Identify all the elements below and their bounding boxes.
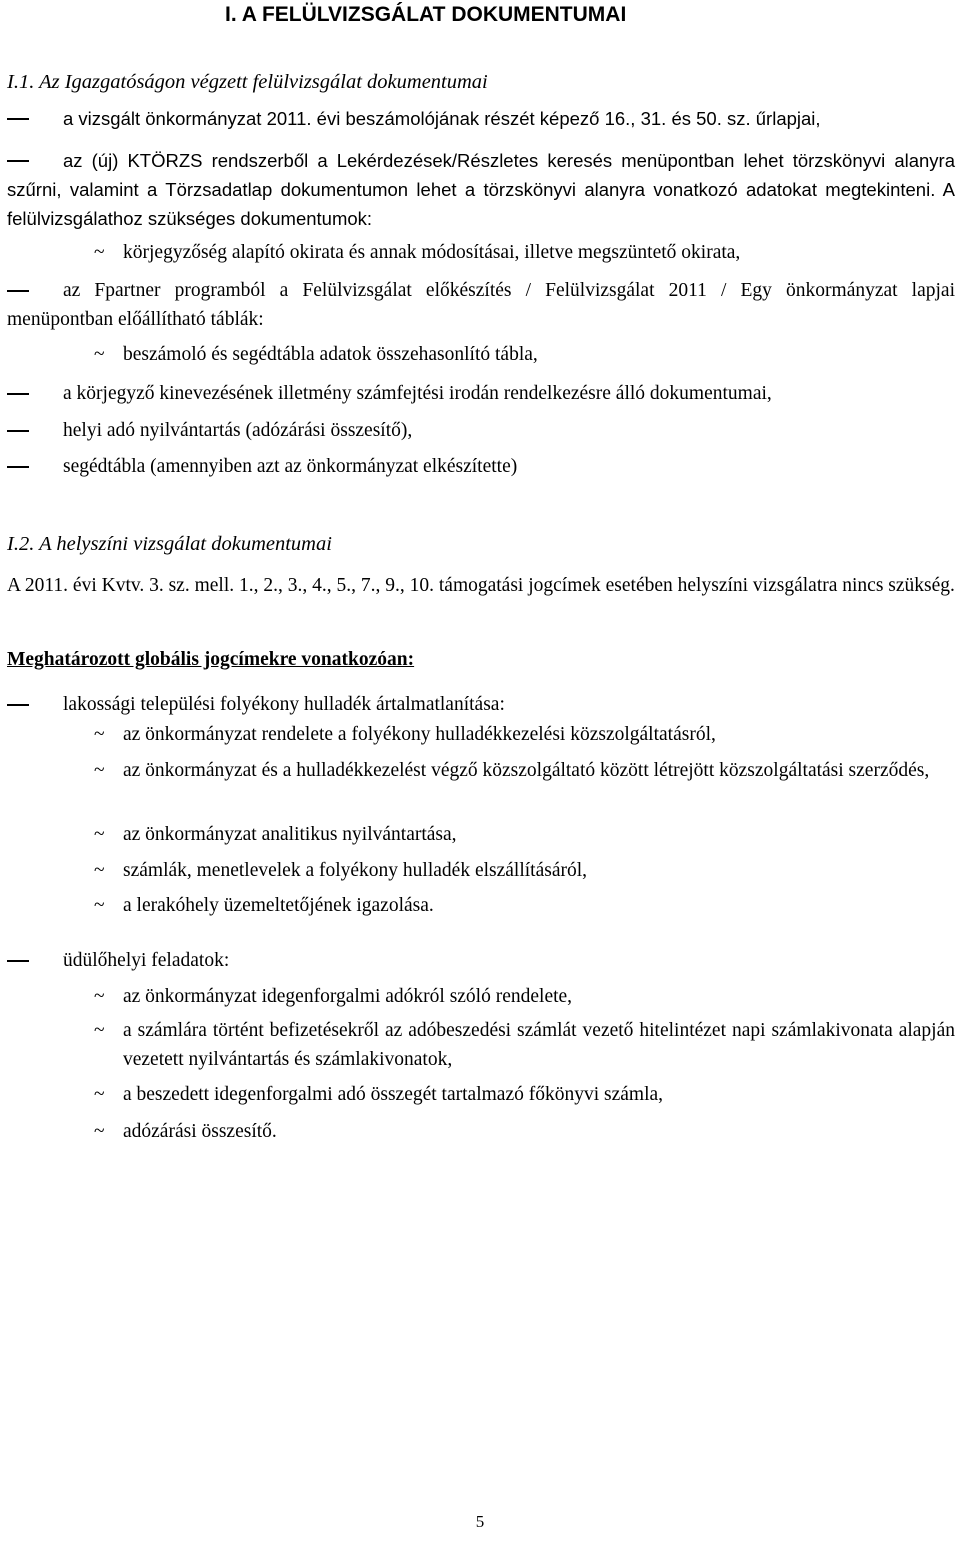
list-item <box>7 238 955 267</box>
list-item-text: beszámoló és segédtábla adatok összehasonlító tábla, <box>123 344 538 365</box>
list-item <box>7 416 955 445</box>
list-item <box>7 146 955 234</box>
list-item <box>7 1080 955 1109</box>
dash-bullet-icon <box>7 690 31 706</box>
list-item-text: üdülőhelyi feladatok: <box>63 950 230 971</box>
list-item <box>7 820 955 849</box>
list-item <box>7 452 955 481</box>
list-item-text: körjegyzőség alapító okirata és annak módosításai, illetve megszüntető okirata, <box>123 242 741 263</box>
tilde-bullet-icon: ~ <box>94 344 105 365</box>
list-item-text: számlák, menetlevelek a folyékony hulladék elszállításáról, <box>123 860 588 881</box>
section-1-heading: I.1. Az Igazgatóságon végzett felülvizsgálat dokumentumai <box>7 71 488 93</box>
tilde-bullet-icon: ~ <box>94 242 105 263</box>
list-item-text: a lerakóhely üzemeltetőjének igazolása. <box>123 895 434 916</box>
list-item <box>7 891 955 920</box>
dash-bullet-icon <box>7 104 31 120</box>
list-item <box>7 104 955 133</box>
dash-bullet-icon <box>7 416 31 432</box>
list-item <box>7 276 955 334</box>
list-item <box>7 379 955 408</box>
list-item-text: lakossági települési folyékony hulladék ártalmatlanítása: <box>63 694 505 715</box>
list-item <box>7 690 955 719</box>
document-title: I. A FELÜLVIZSGÁLAT DOKUMENTUMAI <box>225 3 627 26</box>
list-item <box>7 856 955 885</box>
dash-bullet-icon <box>7 452 31 468</box>
list-item-text: az önkormányzat idegenforgalmi adókról szóló rendelete, <box>123 986 573 1007</box>
list-item-text: az önkormányzat analitikus nyilvántartása, <box>123 824 457 845</box>
list-item <box>7 720 955 749</box>
list-item-text: az (új) KTÖRZS rendszerből a Lekérdezések/Részletes keresés menüpontban lehet törzskönyvi alanyra szűrni, valamint a Törzsadatlap dokumentumon lehet a törzskönyvi alanyra vonatkozó adatokat megtekinteni. A felülvizsgálathoz szükséges dokumentumok: <box>7 150 955 229</box>
list-item <box>7 982 955 1011</box>
tilde-bullet-icon: ~ <box>94 860 105 881</box>
tilde-bullet-icon: ~ <box>94 824 105 845</box>
bold-heading: Meghatározott globális jogcímekre vonatkozóan: <box>7 649 415 670</box>
list-item-text: a körjegyző kinevezésének illetmény számfejtési irodán rendelkezésre álló dokumentumai, <box>63 383 772 404</box>
tilde-bullet-icon: ~ <box>94 724 105 745</box>
list-item-text: a számlára történt befizetésekről az adóbeszedési számlát vezető hitelintézet napi számlakivonata alapján vezetett nyilvántartás és számlakivonatok, <box>123 1020 955 1070</box>
list-item-text: az Fpartner programból a Felülvizsgálat előkészítés / Felülvizsgálat 2011 / Egy önkormányzat lapjai menüpontban előállítható táblák: <box>7 280 955 330</box>
list-item <box>7 756 955 814</box>
list-item <box>7 1016 955 1074</box>
section-2-intro: A 2011. évi Kvtv. 3. sz. mell. 1., 2., 3., 4., 5., 7., 9., 10. támogatási jogcímek esetében helyszíni vizsgálatra nincs szükség. <box>7 575 955 596</box>
list-item-text: segédtábla (amennyiben azt az önkormányzat elkészítette) <box>63 456 518 477</box>
list-item-text: adózárási összesítő. <box>123 1121 277 1142</box>
tilde-bullet-icon: ~ <box>94 1084 105 1105</box>
tilde-bullet-icon: ~ <box>94 895 105 916</box>
tilde-bullet-icon: ~ <box>94 760 105 781</box>
list-item-text: helyi adó nyilvántartás (adózárási összesítő), <box>63 420 413 441</box>
list-item <box>7 340 955 369</box>
tilde-bullet-icon: ~ <box>94 1020 105 1041</box>
list-item <box>7 946 955 975</box>
list-item-text: az önkormányzat rendelete a folyékony hulladékkezelési közszolgáltatásról, <box>123 724 716 745</box>
list-item-text: a vizsgált önkormányzat 2011. évi beszámolójának részét képező 16., 31. és 50. sz. űrlapjai, <box>63 108 821 129</box>
tilde-bullet-icon: ~ <box>94 1121 105 1142</box>
list-item <box>7 1117 955 1146</box>
dash-bullet-icon <box>7 379 31 395</box>
list-item-text: a beszedett idegenforgalmi adó összegét tartalmazó főkönyvi számla, <box>123 1084 664 1105</box>
list-item-text: az önkormányzat és a hulladékkezelést végző közszolgáltató között létrejött közszolgáltatási szerződés, <box>123 760 930 781</box>
section-2-heading: I.2. A helyszíni vizsgálat dokumentumai <box>7 533 332 555</box>
dash-bullet-icon <box>7 946 31 962</box>
tilde-bullet-icon: ~ <box>94 986 105 1007</box>
page-number: 5 <box>475 1512 485 1531</box>
